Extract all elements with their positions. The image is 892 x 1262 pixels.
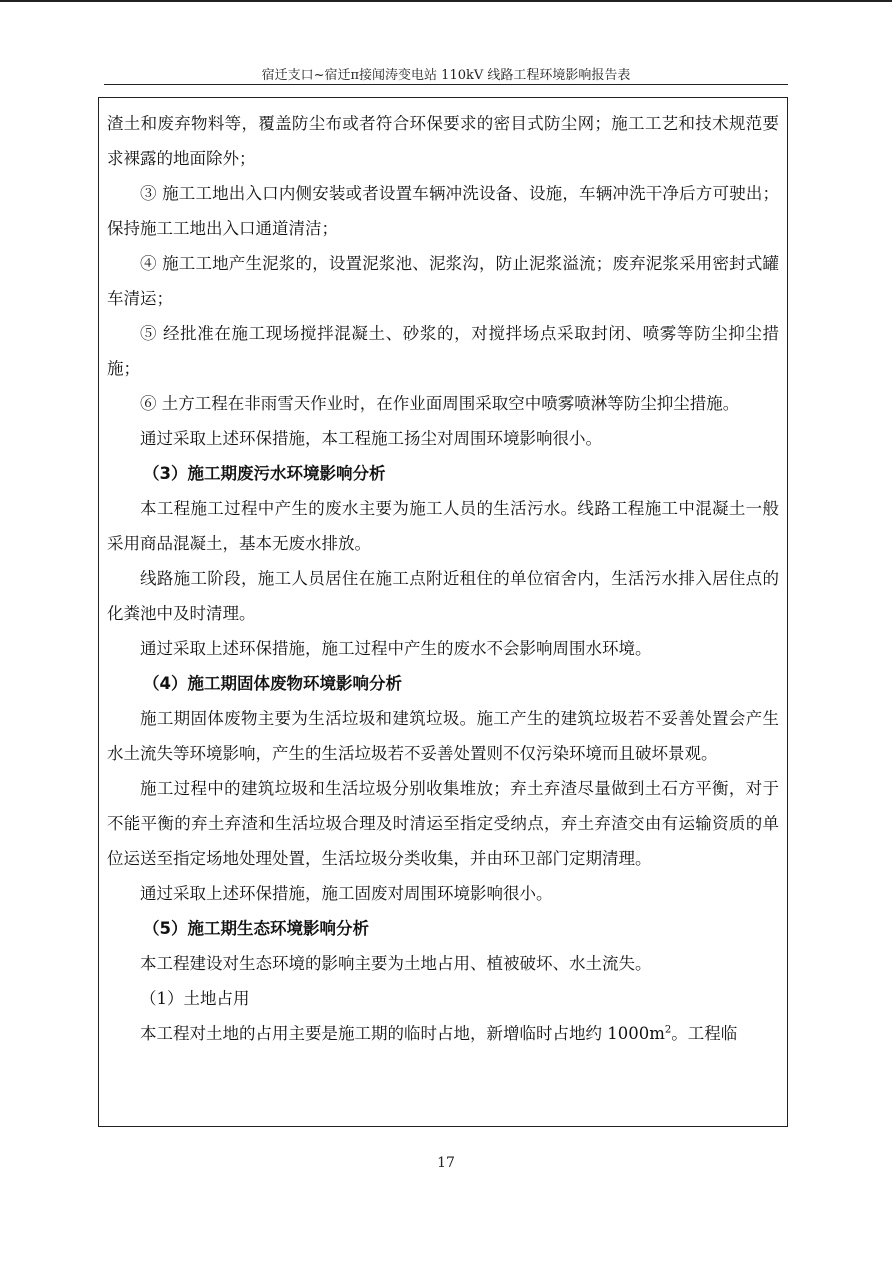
paragraph-wastewater-disposal: 线路施工阶段，施工人员居住在施工点附近租住的单位宿舍内，生活污水排入居住点的化粪池中及时清理。 [107, 569, 779, 623]
paragraph-solid-waste-source: 施工期固体废物主要为生活垃圾和建筑垃圾。施工产生的建筑垃圾若不妥善处置会产生水土流失等环境影响，产生的生活垃圾若不妥善处置则不仅污染环境而且破坏景观。 [107, 709, 779, 763]
paragraph-mud-control: ④ 施工工地产生泥浆的，设置泥浆池、泥浆沟，防止泥浆溢流；废弃泥浆采用密封式罐车清运； [107, 254, 779, 308]
heading-wastewater: （3）施工期废污水环境影响分析 [143, 464, 386, 483]
paragraph-land-use [107, 1016, 779, 1051]
content-body [99, 98, 787, 1051]
heading-solid-waste: （4）施工期固体废物环境影响分析 [143, 674, 402, 693]
page-top-rule [0, 0, 892, 2]
header-rule [104, 84, 788, 85]
paragraph-solid-waste-handling: 施工过程中的建筑垃圾和生活垃圾分别收集堆放；弃土弃渣尽量做到土石方平衡，对于不能平衡的弃土弃渣和生活垃圾合理及时清运至指定受纳点，弃土弃渣交由有运输资质的单位运送至指定场地处理处置，生活垃圾分类收集，并由环卫部门定期清理。 [107, 779, 779, 868]
paragraph-dust-cover: 渣土和废弃物料等，覆盖防尘布或者符合环保要求的密目式防尘网；施工工艺和技术规范要求裸露的地面除外； [107, 114, 779, 168]
paragraph-earthwork-spray: ⑥ 土方工程在非雨雪天作业时，在作业面周围采取空中喷雾喷淋等防尘抑尘措施。 [140, 394, 740, 413]
subheading-land-use: （1）土地占用 [140, 989, 250, 1008]
area-unit-superscript: 2 [664, 1024, 672, 1036]
paragraph-solid-waste-conclusion: 通过采取上述环保措施，施工固废对周围环境影响很小。 [140, 884, 553, 903]
paragraph-vehicle-wash: ③ 施工工地出入口内侧安装或者设置车辆冲洗设备、设施，车辆冲洗干净后方可驶出；保持施工工地出入口通道清洁； [107, 184, 779, 238]
land-use-text: 本工程对土地的占用主要是施工期的临时占地，新增临时占地约 1000m [140, 1024, 665, 1043]
document-header-title: 宿迁支口~宿迁π接闻涛变电站 110kV 线路工程环境影响报告表 [261, 68, 631, 83]
land-use-text-tail: 。工程临 [671, 1024, 738, 1043]
paragraph-mixing-site: ⑤ 经批准在施工现场搅拌混凝土、砂浆的，对搅拌场点采取封闭、喷雾等防尘抑尘措施； [107, 324, 779, 378]
paragraph-ecology-impact: 本工程建设对生态环境的影响主要为土地占用、植被破坏、水土流失。 [140, 954, 652, 973]
paragraph-wastewater-conclusion: 通过采取上述环保措施，施工过程中产生的废水不会影响周围水环境。 [140, 639, 652, 658]
paragraph-dust-conclusion: 通过采取上述环保措施，本工程施工扬尘对周围环境影响很小。 [140, 429, 602, 448]
content-frame [98, 97, 788, 1127]
paragraph-wastewater-source: 本工程施工过程中产生的废水主要为施工人员的生活污水。线路工程施工中混凝土一般采用商品混凝土，基本无废水排放。 [107, 499, 779, 553]
heading-ecology: （5）施工期生态环境影响分析 [143, 919, 369, 938]
page-number: 17 [437, 1155, 455, 1171]
